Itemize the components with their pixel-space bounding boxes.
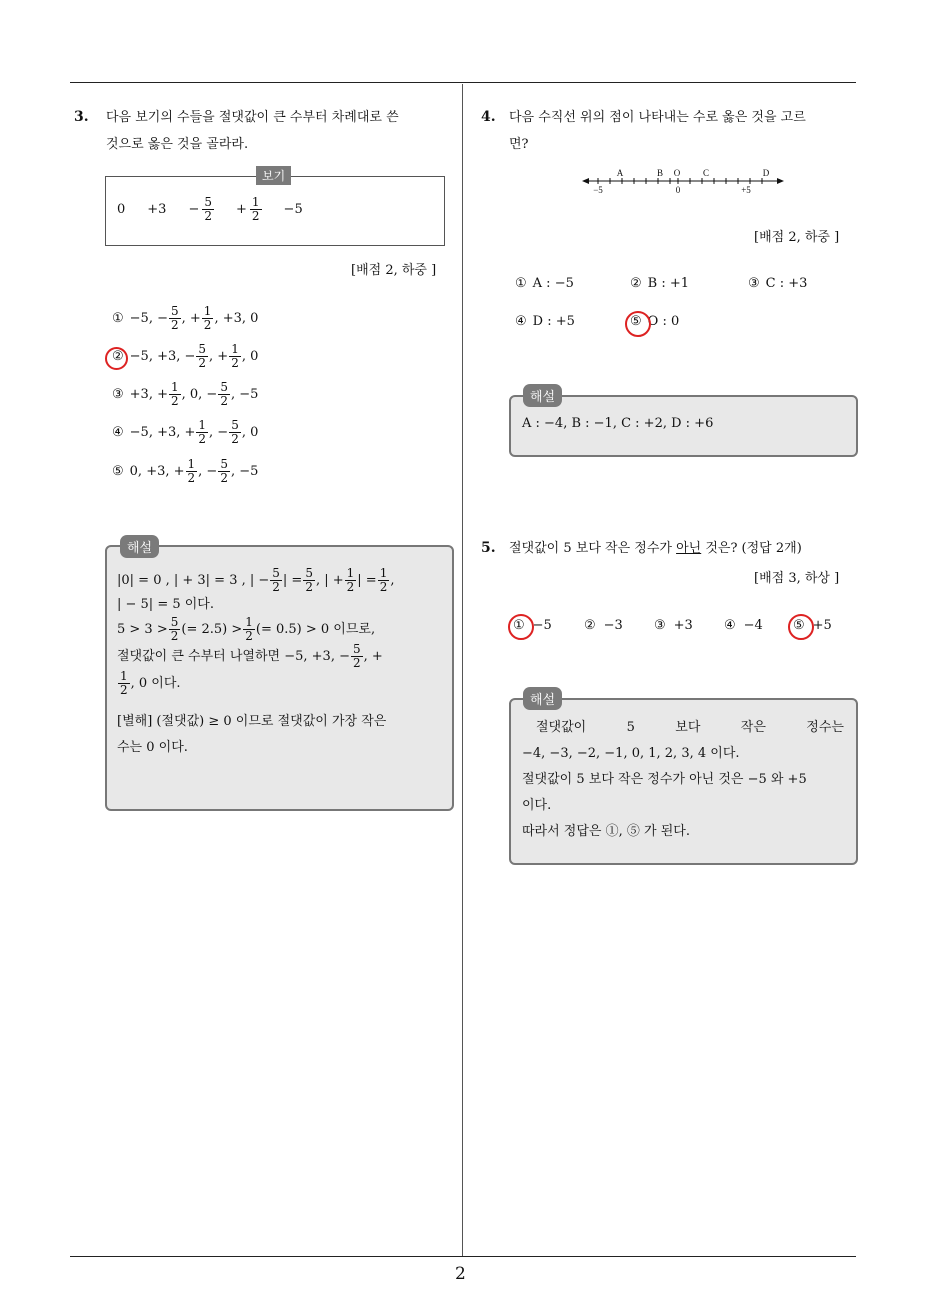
answer-circle-mark bbox=[625, 311, 651, 337]
q3-number: 3. bbox=[74, 109, 89, 125]
answer-circle-mark bbox=[788, 614, 814, 640]
q5-choice-1[interactable]: ① −5 bbox=[513, 618, 552, 633]
q4-choice-4[interactable]: ④ D : +5 bbox=[515, 314, 575, 329]
q4-choice-3[interactable]: ③ C : +3 bbox=[748, 276, 808, 291]
q3-bogi-label: 보기 bbox=[256, 166, 291, 185]
q5-number: 5. bbox=[481, 540, 496, 556]
q3-choice-5[interactable]: ⑤ 0, +3, + $\frac{1}{2}$ , − $\frac{5}{2}$ , −5 bbox=[112, 457, 259, 485]
q4-solution-text: A : −4, B : −1, C : +2, D : +6 bbox=[522, 416, 714, 431]
q3-meta: [배점 2, 하중 ] bbox=[351, 263, 437, 278]
bogi-value: −5 bbox=[283, 202, 303, 217]
page-number: 2 bbox=[455, 1264, 466, 1284]
numberline-point-label: A bbox=[616, 168, 624, 178]
q5-choice-3[interactable]: ③ +3 bbox=[654, 618, 693, 633]
column-divider bbox=[462, 84, 463, 1256]
q3-solution-text: |0| = 0 , | + 3| = 3 , | − $\frac{5}{2}$ | = $\frac{5}{2}$ , | + $\frac{1}{2}$ | = $\frac{1}{2}$ , | − 5| = 5 이다. 5 > 3 > $\frac{5}{2}$ (= 2.5) > $\frac{1}{2}$ (= 0.5) > 0 이므로, 절댓값이 큰 수부터 나열하면 −5, +3, − $\frac{5}{2}$ , + $\frac{1}{2}$ , 0 이다. [별해] (절댓값) ≥ 0 이므로 절댓값이 가장 작은 수는 0 이다. bbox=[117, 566, 395, 755]
q3-text-line1: 다음 보기의 수들을 절댓값이 큰 수부터 차례대로 쓴 bbox=[106, 110, 399, 125]
numberline-point-label: O bbox=[673, 168, 681, 178]
bogi-fraction: $\frac{5}{2}$ bbox=[204, 195, 212, 223]
answer-circle-mark bbox=[508, 614, 534, 640]
bogi-value: +3 bbox=[147, 202, 167, 217]
q5-choice-5[interactable]: ⑤ +5 bbox=[793, 618, 832, 633]
q3-bogi-values bbox=[117, 196, 303, 223]
q3-choice-2[interactable]: ② −5, +3, − $\frac{5}{2}$ , + $\frac{1}{2}$ , 0 bbox=[112, 342, 259, 370]
q4-choice-5[interactable]: ⑤ O : 0 bbox=[630, 314, 680, 329]
q5-meta: [배점 3, 하상 ] bbox=[754, 571, 840, 586]
q5-solution-text: 절댓값이 5 보다 작은 정수는 −4, −3, −2, −1, 0, 1, 2, 3, 4 이다. 절댓값이 5 보다 작은 정수가 아닌 것은 −5 와 +5 이다. 따라서 정답은 ①, ⑤ 가 된다. bbox=[522, 720, 844, 839]
q4-choice-1[interactable]: ① A : −5 bbox=[515, 276, 574, 291]
numberline-point-label: D bbox=[762, 168, 770, 178]
q4-choice-2[interactable]: ② B : +1 bbox=[630, 276, 690, 291]
numberline-point-label: C bbox=[702, 168, 710, 178]
top-rule bbox=[70, 82, 856, 83]
q3-choice-3[interactable]: ③ +3, + $\frac{1}{2}$ , 0, − $\frac{5}{2}$ , −5 bbox=[112, 380, 259, 408]
q5-text: 절댓값이 5 보다 작은 정수가 아닌 것은? (정답 2개) bbox=[509, 541, 802, 556]
q4-solution-label: 해설 bbox=[523, 384, 562, 407]
q4-number: 4. bbox=[481, 109, 496, 125]
q5-solution-label: 해설 bbox=[523, 687, 562, 710]
bogi-value: 0 bbox=[117, 202, 126, 217]
q4-meta: [배점 2, 하중 ] bbox=[754, 230, 840, 245]
bogi-value: − bbox=[188, 202, 200, 217]
bottom-rule bbox=[70, 1256, 856, 1257]
numberline-tick-label: 0 bbox=[675, 185, 681, 195]
q3-solution-label: 해설 bbox=[120, 535, 159, 558]
q4-number-line bbox=[580, 166, 790, 200]
bogi-fraction: $\frac{1}{2}$ bbox=[251, 195, 260, 223]
q5-choice-4[interactable]: ④ −4 bbox=[724, 618, 763, 633]
bogi-value: + bbox=[236, 202, 247, 217]
numberline-tick-label: −5 bbox=[593, 185, 603, 195]
q4-text-line2: 면? bbox=[509, 137, 529, 152]
q3-text-line2: 것으로 옳은 것을 골라라. bbox=[106, 137, 249, 152]
numberline-point-label: B bbox=[656, 168, 664, 178]
q5-choice-2[interactable]: ② −3 bbox=[584, 618, 623, 633]
q4-text-line1: 다음 수직선 위의 점이 나타내는 수로 옳은 것을 고르 bbox=[509, 110, 806, 125]
numberline-tick-label: +5 bbox=[741, 185, 751, 195]
q3-choice-4[interactable]: ④ −5, +3, + $\frac{1}{2}$ , − $\frac{5}{2}$ , 0 bbox=[112, 418, 259, 446]
q3-choice-1[interactable]: ① −5, − $\frac{5}{2}$ , + $\frac{1}{2}$ , +3, 0 bbox=[112, 304, 259, 332]
answer-circle-mark bbox=[105, 347, 128, 370]
